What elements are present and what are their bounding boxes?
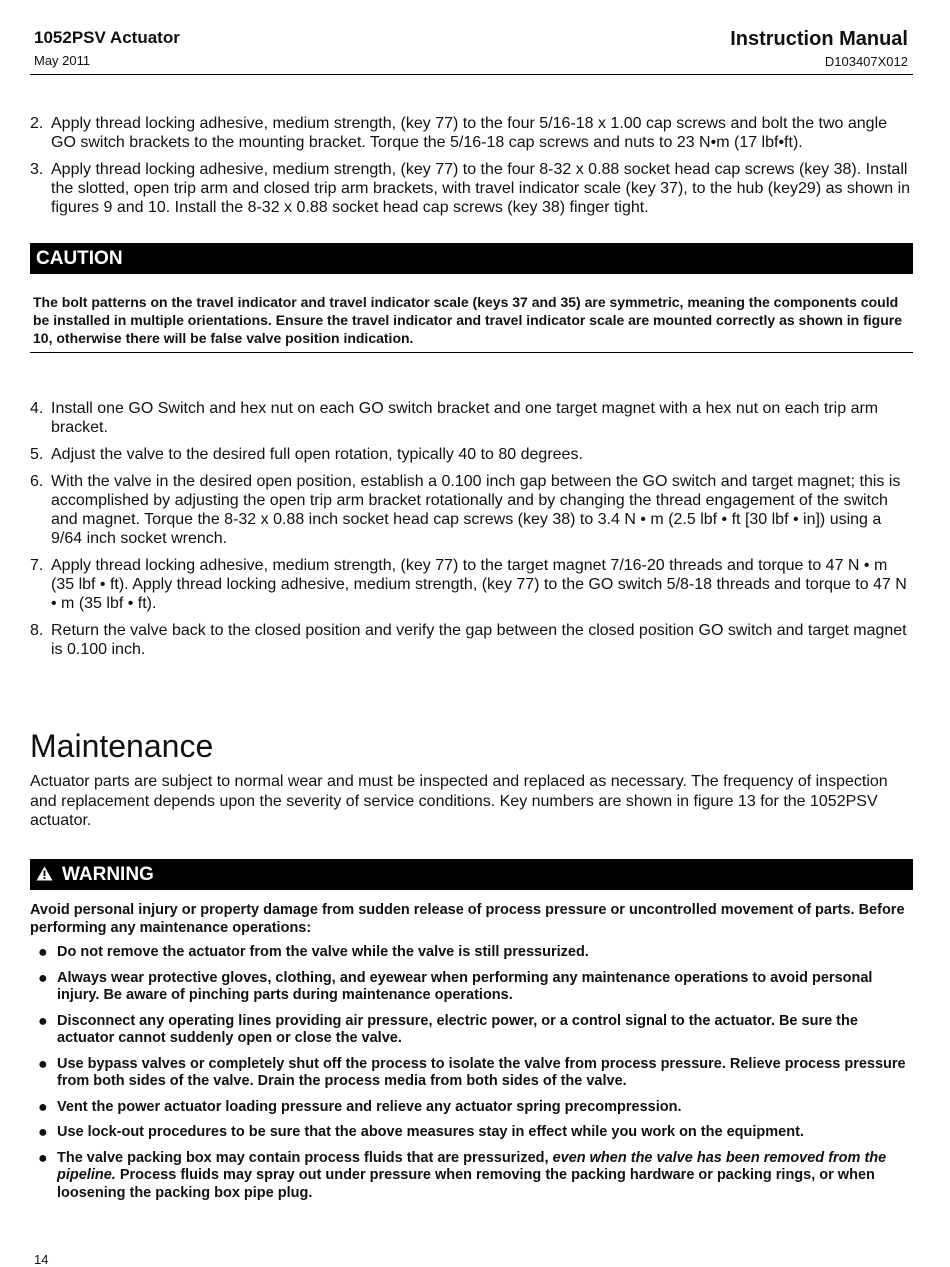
product-title: 1052PSV Actuator bbox=[34, 28, 180, 47]
procedure-steps-bottom bbox=[30, 399, 913, 667]
warning-triangle-icon bbox=[36, 860, 53, 891]
step-number: 8. bbox=[30, 622, 44, 639]
bullet-text: Do not remove the actuator from the valve while the valve is still pressurized. bbox=[57, 944, 589, 960]
step-text: With the valve in the desired open position, establish a 0.100 inch gap between the GO switch and target magnet; this is accomplished by adjusting the open trip arm bracket rotationally and by changing the thread engagement of the switch and magnet. Torque the 8-32 x 0.88 inch socket head cap screws (key 38) to 3.4 N • m (2.5 lbf • ft [30 lbf • in]) using a 9/64 inch socket wrench. bbox=[51, 473, 901, 547]
caution-banner bbox=[30, 243, 913, 274]
bullet-icon: ● bbox=[38, 969, 48, 987]
warning-intro: Avoid personal injury or property damage from sudden release of process pressure or uncontrolled movement of parts. Before performing any maintenance operations: bbox=[30, 902, 905, 936]
bullet-icon: ● bbox=[38, 1055, 48, 1073]
procedure-step bbox=[30, 114, 913, 152]
step-number: 7. bbox=[30, 557, 44, 574]
procedure-step bbox=[30, 399, 913, 437]
manual-title: Instruction Manual bbox=[730, 28, 908, 50]
step-text: Apply thread locking adhesive, medium strength, (key 77) to the target magnet 7/16-20 threads and torque to 47 N • m (35 lbf • ft). Apply thread locking adhesive, medium strength, (key 77) to the GO switch 5/8-18 threads and torque to 47 N • m (35 lbf • ft). bbox=[51, 557, 907, 612]
warning-bullet bbox=[38, 1013, 914, 1048]
bullet-text: Use lock-out procedures to be sure that the above measures stay in effect while you work on the equipment. bbox=[57, 1124, 804, 1140]
bullet-icon: ● bbox=[38, 1149, 48, 1167]
document-header-right bbox=[730, 28, 908, 69]
warning-bullet bbox=[38, 1056, 914, 1091]
caution-text: The bolt patterns on the travel indicator and travel indicator scale (keys 37 and 35) are symmetric, meaning the components could be installed in multiple orientations. Ensure the travel indicator and travel indicator scale are mounted correctly as shown in figure 10, otherwise there will be false valve position indication. bbox=[33, 294, 902, 346]
step-text: Adjust the valve to the desired full open rotation, typically 40 to 80 degrees. bbox=[51, 446, 583, 463]
bullet-text: Disconnect any operating lines providing air pressure, electric power, or a control signal to the actuator. Be sure the actuator cannot suddenly open or close the valve. bbox=[57, 1012, 858, 1046]
bullet-text: Always wear protective gloves, clothing, and eyewear when performing any maintenance operations to avoid personal injury. Be aware of pinching parts during maintenance operations. bbox=[57, 969, 873, 1003]
procedure-step bbox=[30, 556, 913, 613]
step-number: 2. bbox=[30, 115, 44, 132]
step-number: 5. bbox=[30, 446, 44, 463]
bullet-text-emphasis: even when the valve has been removed from the pipeline. bbox=[57, 1149, 887, 1183]
section-heading: Maintenance bbox=[30, 728, 214, 764]
procedure-steps-top bbox=[30, 114, 913, 225]
bullet-icon: ● bbox=[38, 944, 48, 961]
step-text: Apply thread locking adhesive, medium strength, (key 77) to the four 8-32 x 0.88 socket head cap screws (key 38). Install the slotted, open trip arm and closed trip arm brackets, with travel indicator scale (key 37), to the hub (key29) as shown in figures 9 and 10. Install the 8-32 x 0.88 socket head cap screws (key 38) finger tight. bbox=[51, 161, 911, 216]
bullet-icon: ● bbox=[38, 1012, 48, 1030]
page-number: 14 bbox=[34, 1252, 49, 1267]
procedure-step bbox=[30, 445, 913, 464]
step-number: 6. bbox=[30, 473, 44, 490]
step-number: 3. bbox=[30, 161, 44, 178]
warning-banner bbox=[30, 859, 913, 890]
document-number: D103407X012 bbox=[824, 54, 908, 69]
warning-bullet bbox=[38, 1150, 914, 1203]
warning-bullet-list bbox=[38, 944, 914, 1210]
bullet-text bbox=[57, 1150, 914, 1203]
step-text: Return the valve back to the closed position and verify the gap between the closed position GO switch and target magnet is 0.100 inch. bbox=[51, 622, 907, 658]
bullet-text-part: The valve packing box may contain process fluids that are pressurized, bbox=[57, 1149, 553, 1166]
warning-bullet bbox=[38, 970, 914, 1005]
warning-bullet bbox=[38, 1124, 914, 1142]
bullet-text: Use bypass valves or completely shut off the process to isolate the valve from process pressure. Relieve process pressure from both sides of the valve. Drain the process media from both sides of the valve. bbox=[57, 1055, 906, 1089]
section-paragraph: Actuator parts are subject to normal wear and must be inspected and replaced as necessary. The frequency of inspection and replacement depends upon the severity of service conditions. Key numbers are shown in figure 13 for the 1052PSV actuator. bbox=[30, 773, 888, 829]
procedure-step bbox=[30, 160, 913, 217]
header-divider bbox=[30, 74, 913, 75]
bullet-icon: ● bbox=[38, 1124, 48, 1141]
procedure-step bbox=[30, 621, 913, 659]
warning-label: WARNING bbox=[62, 864, 154, 885]
bullet-text: Vent the power actuator loading pressure and relieve any actuator spring precompression. bbox=[57, 1098, 682, 1115]
caution-divider bbox=[30, 352, 913, 353]
bullet-text-part: Process fluids may spray out under pressure when removing the packing hardware or packing rings, or when loosening the packing box pipe plug. bbox=[57, 1167, 875, 1201]
warning-bullet bbox=[38, 1099, 914, 1117]
step-number: 4. bbox=[30, 400, 44, 417]
step-text: Apply thread locking adhesive, medium strength, (key 77) to the four 5/16-18 x 1.00 cap screws and bolt the two angle GO switch brackets to the mounting bracket. Torque the 5/16-18 cap screws and nuts to 23 N•m (17 lbf•ft). bbox=[51, 115, 888, 151]
step-text: Install one GO Switch and hex nut on each GO switch bracket and one target magnet with a hex nut on each trip arm bracket. bbox=[51, 400, 879, 436]
warning-bullet bbox=[38, 944, 914, 962]
publication-date: May 2011 bbox=[34, 53, 91, 68]
document-header-left bbox=[34, 28, 180, 68]
procedure-step bbox=[30, 472, 913, 548]
caution-label: CAUTION bbox=[36, 248, 123, 269]
bullet-icon: ● bbox=[38, 1098, 48, 1116]
